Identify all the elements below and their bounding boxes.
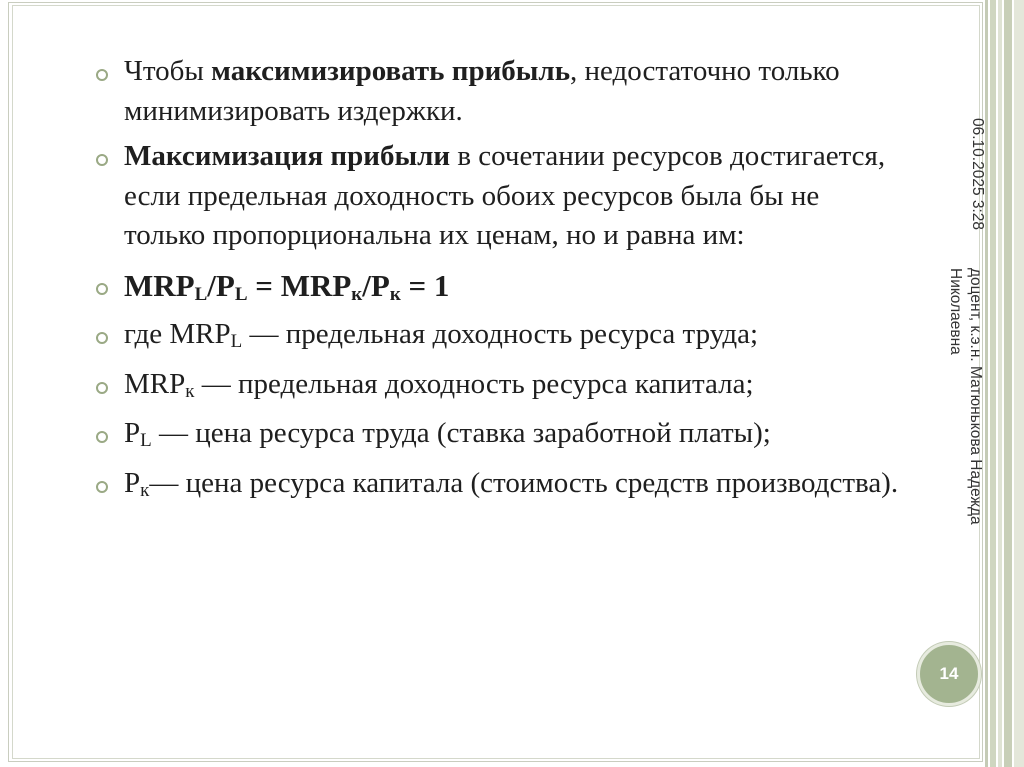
definition-item: $P_к—$ цена ресурса капитала (стоимость средств производства). <box>96 464 906 504</box>
bullet-circle-icon <box>96 332 108 344</box>
formula-item <box>96 266 906 306</box>
decor-stripe <box>998 0 1002 767</box>
slide-date: 06.10.2025 3:28 <box>969 118 986 231</box>
bullet-circle-icon <box>96 154 108 166</box>
definition-item: $P_L$ — цена ресурса труда (ставка заработной платы); <box>96 414 906 454</box>
text-segment: в сочетании ресурсов достигается, если предельная доходность обоих ресурсов была бы не только пропорциональна их ценам, но и равна им: <box>124 140 886 251</box>
bullet-circle-icon <box>96 481 108 493</box>
bullet-circle-icon <box>96 382 108 394</box>
text-segment: Чтобы <box>124 55 212 87</box>
text-segment: , недостаточно только минимизировать издержки. <box>124 55 840 127</box>
decor-stripe <box>985 0 988 767</box>
bold-text-segment: максимизировать прибыль <box>211 55 571 87</box>
decor-stripe <box>990 0 996 767</box>
formula: $MRP_L/P_L = MRP_к/P_к = 1$ <box>124 267 450 305</box>
bold-text-segment: Максимизация прибыли <box>124 140 451 172</box>
slide-content <box>96 52 906 503</box>
decor-stripe <box>1014 0 1024 767</box>
definition-item: где $MRP_L$ — предельная доходность ресурса труда; <box>96 315 906 355</box>
decor-stripe <box>1004 0 1012 767</box>
definition-item: $MRP_к$ — предельная доходность ресурса капитала; <box>96 365 906 405</box>
page-number-badge: 14 <box>917 642 981 706</box>
bullet-item <box>96 52 906 131</box>
bullet-circle-icon <box>96 283 108 295</box>
bullet-circle-icon <box>96 431 108 443</box>
bullet-item <box>96 137 906 256</box>
bullet-circle-icon <box>96 69 108 81</box>
slide-author: доцент, к.э.н. Матюнькова Надежда Николаевна <box>947 268 984 525</box>
